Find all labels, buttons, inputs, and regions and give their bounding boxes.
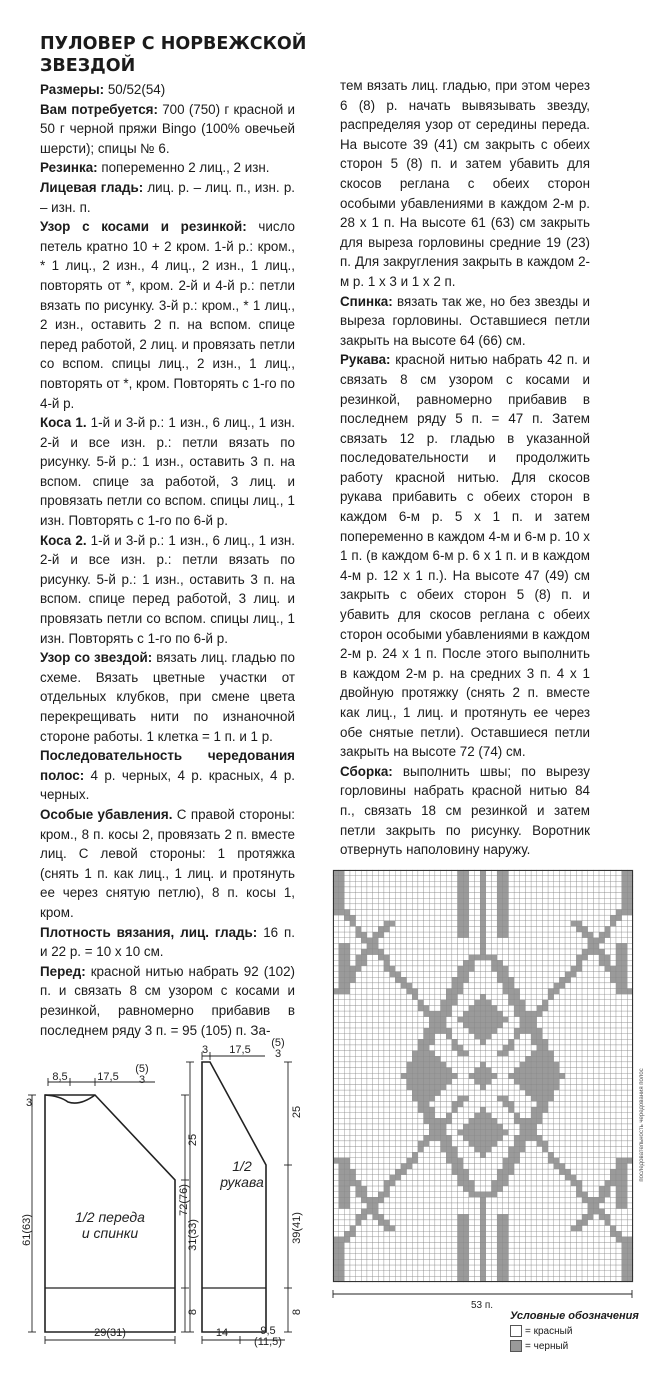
paragraph-heading: Узор с косами и резинкой: [40, 219, 247, 235]
col1-paragraph [40, 923, 295, 962]
front-rib: 8 [187, 1308, 199, 1316]
sleeve-label-1: 1/2 [232, 1158, 252, 1174]
paragraph-text: С правой стороны: кром., 8 п. косы 2, провязать 2 п. вместе лиц. С левой стороны: 1 протяжка (снять 1 п. как лиц., 1 лиц. и протянуть ее через снятую петлю), 8 п. косы 1, кром. [40, 806, 295, 920]
chart-annotations [330, 870, 655, 1310]
paragraph-text: 1-й и 3-й р.: 1 изн., 6 лиц., 1 изн. 2-й и все изн. р.: петли вязать по рисунку. 5-й р.: 1 изн., оставить 3 п. на вспом. спице перед работой, 3 лиц. и провязать петли со вспом. спицы лиц., 1 изн. Повторять с 1-го по 6-й р. [40, 532, 296, 646]
col1-paragraph [40, 805, 295, 923]
front-top-c-1: (5) [135, 1063, 149, 1075]
paragraph-heading: Перед: [40, 963, 86, 979]
col1-paragraph [40, 178, 295, 217]
col1-paragraph [40, 80, 295, 100]
chart-legend [510, 1310, 670, 1352]
front-height-total: 61(63) [21, 1214, 33, 1246]
instructions-column-1 [40, 80, 295, 1040]
sleeve-top-b: 17,5 [229, 1044, 251, 1056]
paragraph-text: число петель кратно 10 + 2 кром. 1-й р.: кром., * 1 лиц., 2 изн., 4 лиц., 2 изн., 1 лиц., повторять от *, кром. 2-й и 4-й р.: петли вязать по рисунку. 3-й р.: кром., * 1 лиц., 2 изн., оставить 2 п. на вспом. спице перед работой, 2 лиц. и провязать петли со вспом. спицы лиц., 2 изн., 1 лиц., повторять от *, кром. Повторять с 1-го по 4-й р. [40, 219, 295, 411]
col2-paragraph [340, 350, 590, 761]
paragraph-heading: Коса 1. [40, 415, 87, 431]
paragraph-heading: Особые убавления. [40, 806, 173, 822]
legend-swatch-red [510, 1325, 522, 1337]
paragraph-text: выполнить швы; по вырезу горловины набрать красной нитью 84 п., связать 18 см резинкой и затем петли закрыть по рисунку. Воротник отвернуть наполовину наружу. [340, 763, 590, 858]
paragraph-text: 4 р. черных, 4 р. красных, 4 р. черных. [40, 767, 295, 803]
paragraph-text: красной нитью набрать 92 (102) п. и связать 8 см узором с косами и резинкой, равномерно прибавив в последнем ряду 3 п. = 95 (105) п. За- [40, 963, 295, 1038]
paragraph-heading: Плотность вязания, лиц. гладь: [40, 924, 258, 940]
front-top-a: 8,5 [52, 1071, 68, 1083]
paragraph-heading: Сборка: [340, 763, 393, 779]
page-title: ПУЛОВЕР С НОРВЕЖСКОЙ ЗВЕЗДОЙ [40, 34, 307, 76]
front-top-b: 17,5 [97, 1071, 119, 1083]
paragraph-text: лиц. р. – лиц. п., изн. р. – изн. п. [40, 179, 295, 215]
legend-row-black [510, 1340, 670, 1352]
col1-paragraph [40, 413, 295, 531]
paragraph-heading: Спинка: [340, 293, 393, 309]
sleeve-body: 39(41) [291, 1212, 303, 1244]
col2-paragraph [340, 76, 590, 292]
front-top-c-2: 3 [138, 1074, 146, 1086]
col1-paragraph [40, 100, 295, 159]
col2-paragraph [340, 762, 590, 860]
paragraph-heading: Коса 2. [40, 532, 87, 548]
col1-paragraph [40, 746, 295, 805]
paragraph-text: 16 п. и 22 р. = 10 х 10 см. [40, 924, 296, 960]
col1-paragraph [40, 158, 295, 178]
paragraph-text: красной нитью набрать 42 п. и связать 8 см узором с косами и резинкой, равномерно прибавив в последнем ряду 5 п. = 47 п. Затем связать 12 р. гладью в указанной последовательности и продолжить работу красной нитью. Для скосов рукава прибавить с обеих сторон в каждом 6-м р. 5 х 1 п. и затем попеременно в каждом 4-м и 6-м р. 10 х 1 п. (в каждом 6-м р. 6 х 1 п. и в каждом 4-м р. 12 х 1 п.). На высоте 47 (49) см закрыть с обеих сторон 5 (8) п. и убавить для скосов реглана с обеих сторон особыми убавлениями в каждом 2-м р. 24 х 1 п. После этого выполнить в каждом 2-м р. на средних 3 п. 4 х 1 двойную протяжку (снять 2 п. вместе как лиц., 1 лиц. и протянуть ее через обе снятые петли). Оставшиеся петли закрыть на высоте 72 (74) см. [340, 352, 590, 760]
sleeve-schematic-wrap [170, 1037, 320, 1348]
sleeve-raglan: 25 [291, 1105, 303, 1119]
paragraph-heading: Резинка: [40, 160, 98, 176]
legend-title: Условные обозначения [510, 1310, 639, 1322]
col1-paragraph [40, 962, 295, 1040]
sleeve-schematic [202, 1062, 266, 1332]
sleeve-top-c-2: 3 [274, 1048, 282, 1060]
col2-paragraph [340, 292, 590, 351]
paragraph-heading: Последовательность чередования полос: [40, 748, 295, 783]
paragraph-heading: Размеры: [40, 82, 105, 97]
front-back-label-2: и спинки [81, 1225, 139, 1241]
front-body: 31(33) [187, 1219, 199, 1251]
col1-paragraph [40, 648, 295, 746]
chart-side-label: последовательность чередования полос [639, 1068, 645, 1182]
legend-row-red [510, 1325, 670, 1337]
paragraph-heading: Узор со звездой: [40, 650, 153, 666]
paragraph-text: вязать лиц. гладью по схеме. Вязать цветные участки от отдельных клубков, при смене цвета перекрещивать нити по изнаночной стороне работы. 1 клетка = 1 п. и 1 р. [40, 650, 295, 744]
front-raglan: 25 [187, 1133, 199, 1147]
paragraph-heading: Лицевая гладь: [40, 179, 144, 195]
col1-paragraph [40, 531, 295, 649]
paragraph-text: тем вязать лиц. гладью, при этом через 6 (8) р. начать вывязывать звезду, распределяя узор от середины переда. На высоте 39 (41) см закрыть с обеих сторон 5 (8) п. и затем убавить для скосов реглана с обеих сторон особыми убавлениями в каждом 2-м р. 28 х 1 п. На высоте 61 (63) см закрыть для выреза горловины средние 19 (23) п. Для закругления закрыть в каждом 2-м р. 1 х 3 и 1 х 2 п. [340, 78, 590, 289]
legend-red-label: = красный [525, 1325, 573, 1337]
sleeve-top-a: 3 [201, 1044, 209, 1056]
sleeve-top-c-1: (5) [271, 1037, 285, 1049]
legend-swatch-black [510, 1340, 522, 1352]
front-width: 29(31) [94, 1327, 126, 1339]
paragraph-heading: Вам потребуется: [40, 101, 158, 117]
paragraph-text: 1-й и 3-й р.: 1 изн., 6 лиц., 1 изн. 2-й и все изн. р.: петли вязать по рисунку. 5-й р.: 1 изн., оставить 3 п. на вспом. спице за работой, 3 лиц. и провязать петли со вспом. спицы лиц., 1 изн. Повторять с 1-го по 6-й р. [40, 415, 296, 529]
front-back-label-1: 1/2 переда [75, 1209, 145, 1225]
sleeve-width-b-2: (11,5) [254, 1336, 282, 1348]
chart-width-label: 53 п. [470, 1300, 494, 1311]
sleeve-height-total: 72(76) [178, 1184, 190, 1216]
paragraph-heading: Рукава: [340, 352, 391, 368]
legend-black-label: = черный [525, 1340, 569, 1352]
paragraph-text: вязать так же, но без звезды и выреза горловины. Оставшиеся петли закрыть на высоте 64 (66) см. [340, 293, 590, 348]
instructions-column-2 [340, 76, 590, 860]
sleeve-rib: 8 [291, 1308, 303, 1316]
sleeve-label-2: рукава [220, 1174, 264, 1190]
paragraph-text: 700 (750) г красной и 50 г черной пряжи Bingo (100% овечьей шерсти); спицы № 6. [40, 101, 295, 156]
front-left-small: 3 [26, 1097, 33, 1109]
col1-paragraph [40, 217, 295, 413]
sleeve-width-a: 14 [215, 1327, 229, 1339]
paragraph-text: 50/52(54) [104, 82, 166, 97]
sleeve-width-b-1: 9,5 [260, 1325, 276, 1337]
paragraph-text: попеременно 2 лиц., 2 изн. [97, 160, 270, 176]
